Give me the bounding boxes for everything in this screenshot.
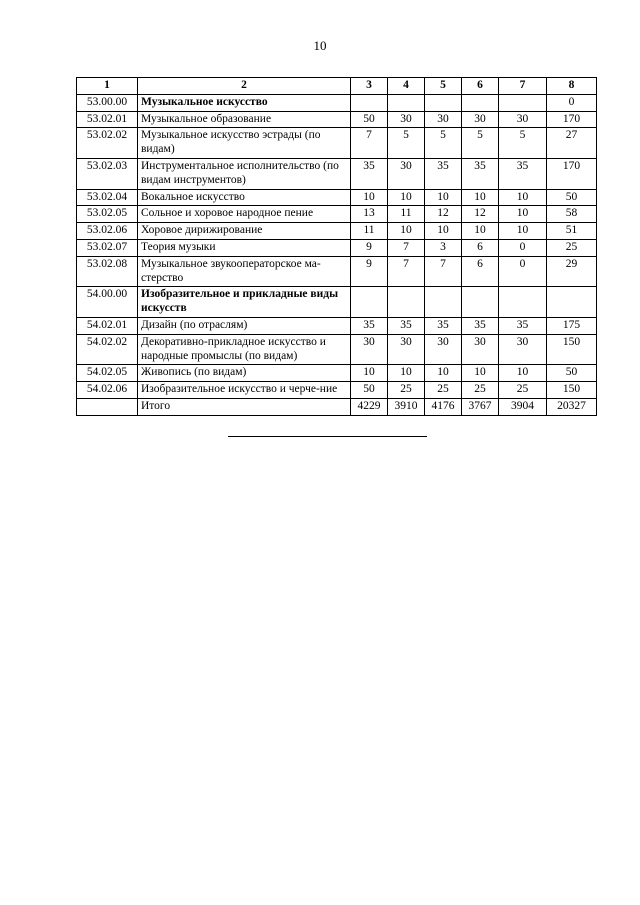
enrollment-table [76, 77, 597, 416]
row-value: 7 [425, 256, 462, 287]
table-row [77, 111, 597, 128]
row-value: 35 [351, 317, 388, 334]
table-row [77, 287, 597, 318]
row-value: 10 [499, 365, 547, 382]
row-value: 10 [499, 189, 547, 206]
row-value: 20327 [547, 398, 597, 415]
table-row [77, 317, 597, 334]
row-value [388, 287, 425, 318]
column-header: 5 [425, 78, 462, 95]
row-value: 27 [547, 128, 597, 159]
row-name: Музыкальное искусство эстрады (по видам) [138, 128, 351, 159]
table-row [77, 382, 597, 399]
row-name: Сольное и хоровое народное пение [138, 206, 351, 223]
row-value: 25 [425, 382, 462, 399]
row-value: 35 [351, 158, 388, 189]
row-name: Изобразительное и прикладные виды искусств [138, 287, 351, 318]
row-value: 3904 [499, 398, 547, 415]
row-value: 50 [547, 365, 597, 382]
row-code: 53.02.06 [77, 223, 138, 240]
page-number: 10 [313, 38, 327, 53]
row-value: 10 [462, 365, 499, 382]
row-value: 30 [499, 111, 547, 128]
row-value: 11 [351, 223, 388, 240]
row-value: 29 [547, 256, 597, 287]
row-value: 12 [425, 206, 462, 223]
row-name: Дизайн (по отраслям) [138, 317, 351, 334]
header-row [77, 78, 597, 95]
row-value: 35 [499, 317, 547, 334]
row-value: 10 [388, 189, 425, 206]
row-code: 54.00.00 [77, 287, 138, 318]
row-value: 6 [462, 256, 499, 287]
row-name: Инструментальное исполнительство (по видам инструментов) [138, 158, 351, 189]
row-value: 7 [388, 256, 425, 287]
row-value [499, 287, 547, 318]
row-value: 0 [499, 256, 547, 287]
row-code: 54.02.05 [77, 365, 138, 382]
column-header: 1 [77, 78, 138, 95]
row-value: 25 [462, 382, 499, 399]
row-value: 10 [425, 189, 462, 206]
row-value: 35 [462, 317, 499, 334]
row-value: 50 [351, 382, 388, 399]
row-value [425, 94, 462, 111]
row-code: 53.02.03 [77, 158, 138, 189]
separator-line [228, 436, 427, 437]
row-value [499, 94, 547, 111]
row-name: Хоровое дирижирование [138, 223, 351, 240]
row-name: Музыкальное образование [138, 111, 351, 128]
row-value: 50 [547, 189, 597, 206]
column-header: 6 [462, 78, 499, 95]
row-value: 30 [462, 111, 499, 128]
row-code: 53.00.00 [77, 94, 138, 111]
row-value: 9 [351, 256, 388, 287]
row-value: 3 [425, 239, 462, 256]
row-name: Живопись (по видам) [138, 365, 351, 382]
row-value: 9 [351, 239, 388, 256]
row-code: 53.02.01 [77, 111, 138, 128]
row-value: 170 [547, 111, 597, 128]
row-value: 10 [388, 223, 425, 240]
row-value: 7 [388, 239, 425, 256]
row-name: Теория музыки [138, 239, 351, 256]
row-value: 35 [425, 158, 462, 189]
column-header: 8 [547, 78, 597, 95]
table-row [77, 158, 597, 189]
row-value: 13 [351, 206, 388, 223]
column-header: 7 [499, 78, 547, 95]
row-value: 11 [388, 206, 425, 223]
row-code: 53.02.02 [77, 128, 138, 159]
row-value: 25 [547, 239, 597, 256]
row-value: 35 [388, 317, 425, 334]
row-value: 25 [388, 382, 425, 399]
row-value [425, 287, 462, 318]
row-value: 5 [425, 128, 462, 159]
row-value: 0 [499, 239, 547, 256]
row-value: 58 [547, 206, 597, 223]
row-code: 54.02.06 [77, 382, 138, 399]
row-value: 150 [547, 334, 597, 365]
row-value: 170 [547, 158, 597, 189]
row-value: 5 [462, 128, 499, 159]
column-header: 3 [351, 78, 388, 95]
row-value: 12 [462, 206, 499, 223]
table-row [77, 334, 597, 365]
row-value: 30 [388, 111, 425, 128]
row-value: 3767 [462, 398, 499, 415]
row-value [462, 287, 499, 318]
row-value: 35 [462, 158, 499, 189]
table-row [77, 365, 597, 382]
column-header: 2 [138, 78, 351, 95]
table-row [77, 189, 597, 206]
row-value: 30 [462, 334, 499, 365]
row-name: Музыкальное искусство [138, 94, 351, 111]
row-name: Итого [138, 398, 351, 415]
table-row [77, 256, 597, 287]
row-value [388, 94, 425, 111]
row-value: 10 [499, 223, 547, 240]
row-code: 53.02.05 [77, 206, 138, 223]
row-value [462, 94, 499, 111]
row-value: 7 [351, 128, 388, 159]
row-code: 54.02.02 [77, 334, 138, 365]
row-code: 53.02.07 [77, 239, 138, 256]
row-code: 54.02.01 [77, 317, 138, 334]
row-value: 10 [462, 189, 499, 206]
row-value: 51 [547, 223, 597, 240]
table-row [77, 94, 597, 111]
column-header: 4 [388, 78, 425, 95]
row-value: 6 [462, 239, 499, 256]
row-name: Музыкальное звукооператорское ма-стерство [138, 256, 351, 287]
row-name: Декоративно-прикладное искусство и народные промыслы (по видам) [138, 334, 351, 365]
row-value: 30 [425, 111, 462, 128]
row-value: 0 [547, 94, 597, 111]
row-value: 175 [547, 317, 597, 334]
row-code: 53.02.04 [77, 189, 138, 206]
row-value: 10 [351, 365, 388, 382]
row-value: 30 [388, 334, 425, 365]
row-value: 4229 [351, 398, 388, 415]
row-code [77, 398, 138, 415]
row-value: 5 [388, 128, 425, 159]
row-value [351, 287, 388, 318]
row-value: 30 [425, 334, 462, 365]
row-value: 35 [425, 317, 462, 334]
row-value: 10 [425, 223, 462, 240]
row-value: 30 [388, 158, 425, 189]
row-value: 25 [499, 382, 547, 399]
row-value: 35 [499, 158, 547, 189]
row-value: 4176 [425, 398, 462, 415]
row-value [351, 94, 388, 111]
row-value: 50 [351, 111, 388, 128]
table-body [77, 94, 597, 415]
row-name: Вокальное искусство [138, 189, 351, 206]
table-row [77, 206, 597, 223]
table-row [77, 223, 597, 240]
row-value: 10 [499, 206, 547, 223]
row-value: 10 [425, 365, 462, 382]
row-value [547, 287, 597, 318]
row-value: 10 [462, 223, 499, 240]
row-name: Изобразительное искусство и черче-ние [138, 382, 351, 399]
table-row [77, 239, 597, 256]
row-value: 30 [351, 334, 388, 365]
table-row [77, 398, 597, 415]
row-value: 30 [499, 334, 547, 365]
row-value: 3910 [388, 398, 425, 415]
row-value: 5 [499, 128, 547, 159]
row-value: 10 [388, 365, 425, 382]
table-row [77, 128, 597, 159]
row-value: 10 [351, 189, 388, 206]
row-value: 150 [547, 382, 597, 399]
row-code: 53.02.08 [77, 256, 138, 287]
